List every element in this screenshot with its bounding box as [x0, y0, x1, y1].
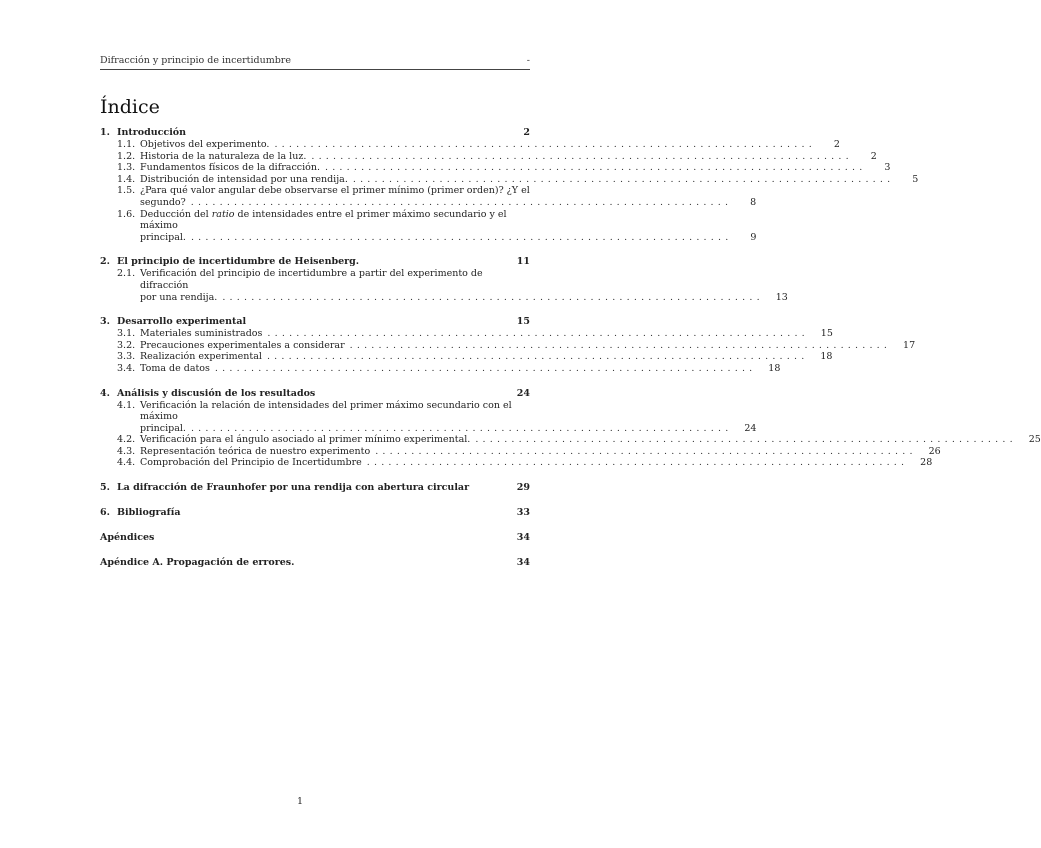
section-title-line-1: Verificación la relación de intensidades del primer máximo secundario con el máximo — [140, 399, 512, 423]
chapter-number: 6. — [100, 507, 110, 519]
chapter-title: La difracción de Fraunhofer por una rendija con abertura circular — [117, 482, 470, 494]
toc-section-3-2[interactable] — [100, 339, 916, 352]
leader-dots: ........................................................................... — [222, 291, 764, 303]
leader-dots: ........................................................................... — [349, 339, 892, 351]
chapter-title: Análisis y discusión de los resultados — [117, 387, 316, 399]
running-header-title: Difracción y principio de incertidumbre — [100, 55, 291, 66]
chapter-page: 29 — [516, 482, 530, 494]
leader-dots: ........................................................................... — [214, 362, 757, 374]
section-title-line-1: Verificación del principio de incertidumbre a partir del experimento de difracción — [140, 268, 483, 291]
toc-appendices[interactable] — [100, 531, 530, 544]
toc-chapter-6[interactable] — [100, 506, 530, 519]
toc-appendix-a[interactable] — [100, 556, 530, 569]
section-page: 24 — [744, 422, 757, 434]
leader-dots: ........................................................................... — [190, 422, 733, 434]
section-number: 1.2. — [117, 150, 136, 162]
chapter-title: Apéndices — [100, 532, 155, 544]
section-title: Comprobación del Principio de Incertidumbre — [140, 457, 362, 469]
chapter-number: 5. — [100, 482, 110, 494]
section-number: 1.4. — [117, 173, 136, 185]
toc-section-4-2[interactable] — [100, 434, 1041, 446]
chapter-page: 15 — [516, 316, 530, 328]
section-title-line-2: principal. — [140, 422, 186, 434]
running-header — [100, 55, 530, 70]
section-number: 3.1. — [117, 328, 136, 340]
toc-section-1-4[interactable] — [100, 173, 919, 186]
chapter-page: 24 — [516, 387, 530, 399]
section-title-line-2: principal. — [140, 231, 186, 243]
chapter-title: Desarrollo experimental — [117, 316, 247, 328]
section-number: 4.4. — [117, 457, 136, 469]
section-number: 1.3. — [117, 162, 136, 174]
section-title-line-2: por una rendija. — [140, 291, 218, 303]
toc-section-1-2[interactable] — [100, 150, 877, 163]
section-page: 17 — [903, 339, 916, 351]
toc-chapter-5[interactable] — [100, 481, 530, 494]
leader-dots: ........................................................................... — [375, 445, 917, 457]
chapter-page: 34 — [516, 557, 530, 569]
chapter-number: 2. — [100, 256, 110, 268]
section-number: 3.2. — [117, 339, 136, 351]
leader-dots: ........................................................................... — [274, 139, 816, 150]
leader-dots: ........................................................................... — [324, 162, 867, 174]
leader-dots: ........................................................................... — [475, 434, 1017, 446]
chapter-number: 3. — [100, 316, 110, 328]
toc-chapter-2[interactable] — [100, 255, 530, 268]
section-page: 2 — [833, 139, 840, 150]
section-page: 5 — [912, 173, 919, 185]
section-number: 3.4. — [117, 362, 136, 374]
chapter-title: Bibliografía — [117, 507, 181, 519]
toc-chapter-1[interactable] — [100, 126, 530, 139]
toc-section-1-6[interactable] — [100, 208, 757, 244]
section-page: 28 — [920, 457, 933, 469]
section-page: 8 — [750, 196, 757, 208]
chapter-page: 34 — [516, 532, 530, 544]
table-of-contents — [100, 126, 1041, 569]
toc-section-1-5[interactable] — [100, 185, 757, 208]
toc-title: Índice — [100, 96, 160, 118]
section-title: Materiales suministrados — [140, 328, 263, 340]
chapter-page: 33 — [516, 507, 530, 519]
section-number: 4.3. — [117, 445, 136, 457]
section-number: 2.1. — [117, 268, 136, 280]
leader-dots: ........................................................................... — [366, 457, 909, 469]
section-page: 18 — [820, 351, 833, 363]
section-title-prefix: Deducción del — [140, 208, 212, 220]
chapter-page: 2 — [523, 127, 530, 138]
leader-dots: ........................................................................... — [190, 196, 733, 208]
chapter-number: 4. — [100, 387, 110, 399]
leader-dots: ........................................................................... — [266, 351, 809, 363]
toc-section-1-3[interactable] — [100, 162, 891, 174]
chapter-title: Apéndice A. Propagación de errores. — [100, 557, 295, 569]
leader-dots: ........................................................................... — [311, 150, 853, 162]
chapter-page: 11 — [516, 256, 530, 268]
section-title-line-1: ¿Para qué valor angular debe observarse el primer mínimo (primer orden)? ¿Y el — [140, 185, 530, 197]
section-title-emphasis: ratio — [211, 208, 235, 220]
section-number: 4.2. — [117, 434, 136, 446]
chapter-title: El principio de incertidumbre de Heisenberg. — [117, 256, 360, 268]
toc-section-4-1[interactable] — [100, 399, 757, 435]
toc-section-4-3[interactable] — [100, 445, 941, 458]
section-title-suffix: de intensidades entre el primer máximo secundario y el máximo — [140, 208, 507, 232]
section-title-line-1 — [140, 209, 530, 232]
section-title: Precauciones experimentales a considerar — [140, 339, 345, 351]
page-number: 1 — [296, 796, 304, 807]
toc-section-1-1[interactable] — [100, 139, 840, 151]
toc-section-3-4[interactable] — [100, 362, 781, 375]
leader-dots: ........................................................................... — [267, 328, 809, 340]
section-title: Distribución de intensidad por una rendija. — [140, 173, 348, 185]
chapter-number: 1. — [100, 127, 110, 138]
section-page: 9 — [750, 231, 757, 243]
chapter-title: Introducción — [117, 127, 187, 138]
toc-section-3-3[interactable] — [100, 351, 833, 363]
section-page: 25 — [1028, 434, 1041, 446]
section-page: 3 — [884, 162, 891, 174]
section-title-line-2: segundo? — [140, 196, 186, 208]
section-number: 1.6. — [117, 208, 136, 220]
section-page: 2 — [870, 150, 877, 162]
section-title: Representación teórica de nuestro experimento — [140, 445, 371, 457]
section-title: Toma de datos — [140, 362, 210, 374]
leader-dots: ........................................................................... — [190, 231, 733, 243]
toc-section-4-4[interactable] — [100, 457, 933, 469]
toc-chapter-4[interactable] — [100, 387, 530, 400]
section-number: 1.1. — [117, 139, 136, 150]
toc-section-2-1[interactable] — [100, 268, 788, 303]
section-page: 15 — [820, 328, 833, 340]
section-number: 4.1. — [117, 399, 136, 411]
section-title: Realización experimental — [140, 351, 262, 363]
toc-chapter-3[interactable] — [100, 315, 530, 328]
toc-section-3-1[interactable] — [100, 328, 833, 340]
leader-dots: ........................................................................... — [352, 173, 895, 185]
section-title: Historia de la naturaleza de la luz. — [140, 150, 307, 162]
section-title: Objetivos del experimento. — [140, 139, 270, 150]
section-page: 18 — [768, 362, 781, 374]
section-title: Fundamentos físicos de la difracción. — [140, 162, 320, 174]
section-number: 3.3. — [117, 351, 136, 363]
section-page: 26 — [928, 445, 941, 457]
section-title: Verificación para el ángulo asociado al primer mínimo experimental. — [140, 434, 471, 446]
section-page: 13 — [775, 291, 788, 303]
running-header-mark: - — [526, 55, 530, 66]
section-number: 1.5. — [117, 185, 136, 197]
